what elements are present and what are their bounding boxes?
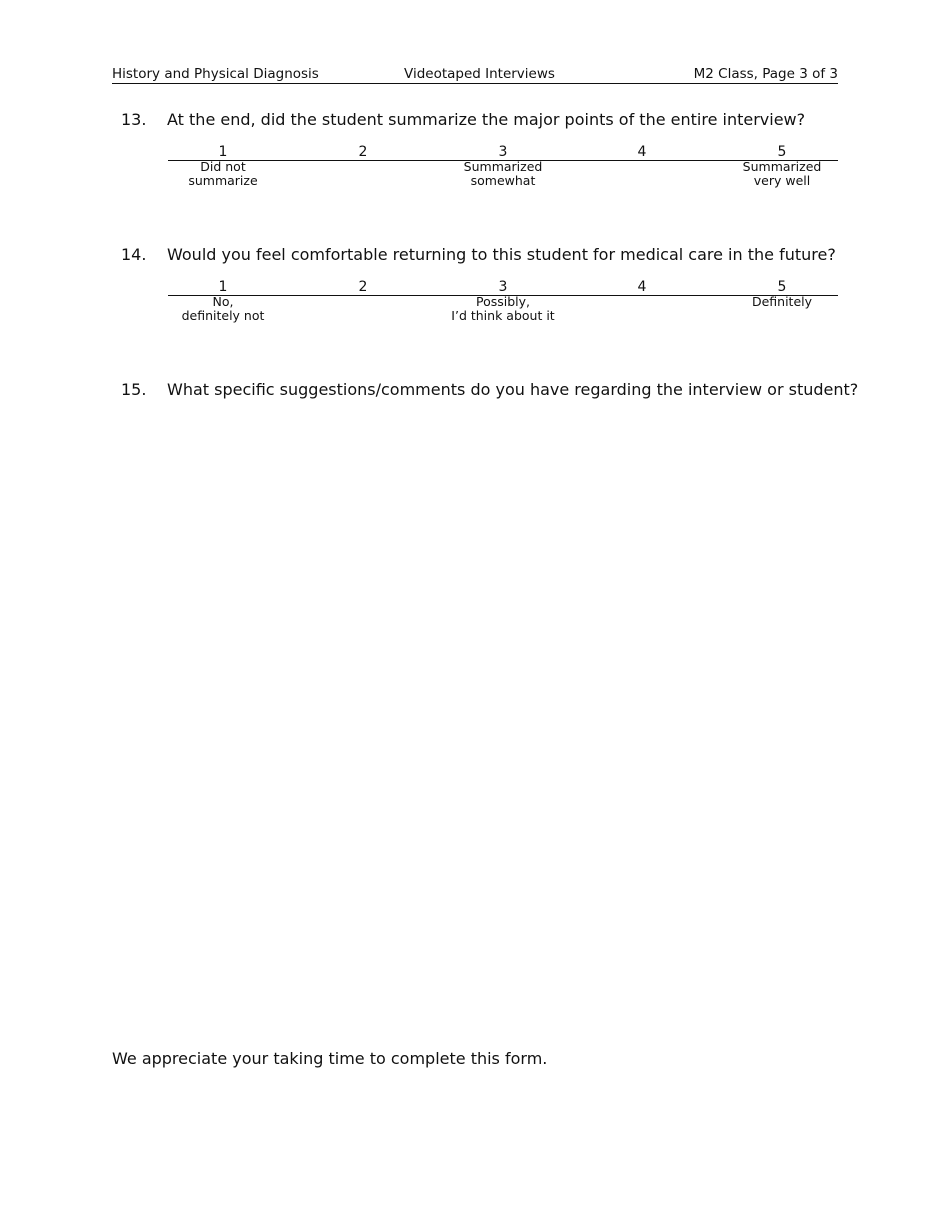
question-text: At the end, did the student summarize the major points of the entire interview? [167, 110, 806, 129]
scale-point-4[interactable]: 4 [637, 144, 647, 160]
rating-scale-13 [168, 146, 838, 186]
section-title: Videotaped Interviews [404, 66, 555, 82]
question-text: What specific suggestions/comments do you have regarding the interview or student? [167, 380, 859, 399]
scale-point-3[interactable]: 3 [498, 279, 508, 295]
scale-point-5[interactable]: 5 [777, 144, 787, 160]
scale-point-4[interactable]: 4 [637, 279, 647, 295]
scale-anchor-low: No, definitely not [181, 294, 265, 323]
question-text: Would you feel comfortable returning to this student for medical care in the future? [167, 245, 836, 264]
question-number: 14. [121, 245, 147, 264]
scale-point-1[interactable]: 1 [218, 144, 228, 160]
course-title: History and Physical Diagnosis [112, 66, 319, 82]
scale-anchor-mid: Possibly, I’d think about it [451, 294, 555, 323]
page-indicator: M2 Class, Page 3 of 3 [693, 66, 838, 82]
scale-point-3[interactable]: 3 [498, 144, 508, 160]
scale-point-2[interactable]: 2 [358, 144, 368, 160]
scale-point-2[interactable]: 2 [358, 279, 368, 295]
scale-anchor-mid: Summarized somewhat [463, 159, 543, 188]
rating-scale-14 [168, 281, 838, 321]
page-header [112, 66, 838, 84]
question-number: 13. [121, 110, 147, 129]
scale-anchor-low: Did not summarize [188, 159, 258, 188]
scale-anchor-high: Summarized very well [742, 159, 822, 188]
question-number: 15. [121, 380, 147, 399]
closing-note: We appreciate your taking time to complete this form. [112, 1049, 548, 1068]
scale-point-1[interactable]: 1 [218, 279, 228, 295]
scale-point-5[interactable]: 5 [777, 279, 787, 295]
scale-anchor-high: Definitely [751, 294, 813, 309]
